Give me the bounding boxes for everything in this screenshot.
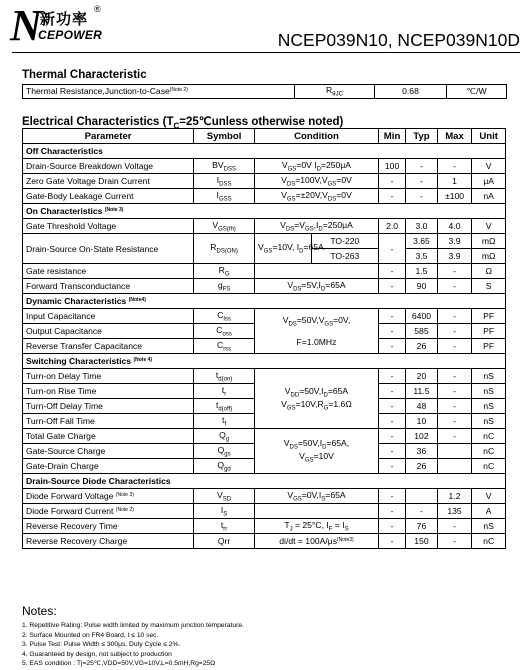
table-row xyxy=(23,504,506,519)
col-typ: Typ xyxy=(406,129,437,144)
electrical-table xyxy=(22,128,506,549)
param-cell: Gate resistance xyxy=(23,264,194,279)
max-cell: - xyxy=(437,429,472,444)
ncepower-logo xyxy=(10,1,126,50)
switching-section-label: Switching Characteristics $^{(Note 4)}$ xyxy=(23,354,506,369)
logo-english-text: CEPOWER xyxy=(38,28,103,42)
unit-cell: PF xyxy=(472,339,506,354)
max-cell: - xyxy=(437,399,472,414)
typ-cell: 20 xyxy=(406,369,437,384)
note-item: 1. Repetitive Rating: Pulse width limited by maximum junction temperature. xyxy=(22,622,244,629)
unit-cell: nS xyxy=(472,384,506,399)
param-cell: Zero Gate Voltage Drain Current xyxy=(23,174,194,189)
typ-cell xyxy=(406,489,437,504)
subheader-row xyxy=(23,474,506,489)
unit-cell: S xyxy=(472,279,506,294)
condition-cell: $V_{GS}=10V$, $I_D=65A$ xyxy=(255,234,312,264)
note-item: 2. Surface Mounted on FR4 Board, t ≤ 10 sec. xyxy=(22,631,159,639)
typ-cell: 90 xyxy=(406,279,437,294)
table-row xyxy=(23,174,506,189)
col-condition: Condition xyxy=(255,129,379,144)
unit-cell: nS xyxy=(472,519,506,534)
table-row xyxy=(23,534,506,549)
unit-cell: V xyxy=(472,489,506,504)
max-cell: - xyxy=(437,324,472,339)
thermal-row xyxy=(23,85,507,99)
part-number-title: NCEP039N10, NCEP039N10D xyxy=(277,30,520,50)
thermal-symbol: $R_{\theta JC}$ xyxy=(295,85,375,99)
max-cell xyxy=(437,444,472,459)
max-cell: 4.0 xyxy=(437,219,472,234)
condition-cell: $di/dt = 100A/\mu s^{(Note3)}$ xyxy=(255,534,379,549)
min-cell: - xyxy=(378,189,405,204)
min-cell: - xyxy=(378,384,405,399)
param-cell: Reverse Recovery Time xyxy=(23,519,194,534)
max-cell: - xyxy=(437,279,472,294)
symbol-cell: $I_{GSS}$ xyxy=(194,189,255,204)
min-cell: - xyxy=(378,324,405,339)
param-cell: Gate Threshold Voltage xyxy=(23,219,194,234)
condition-cell: $V_{DS}=5V,I_D=65A$ xyxy=(255,279,379,294)
electrical-section-title: Electrical Characteristics ($T_C=25℃unless$ otherwise noted) xyxy=(22,116,344,131)
symbol-cell: $C_{rss}$ xyxy=(194,339,255,354)
col-parameter: Parameter xyxy=(23,129,194,144)
typ-cell: 10 xyxy=(406,414,437,429)
param-cell: Turn-on Delay Time xyxy=(23,369,194,384)
col-min: Min xyxy=(378,129,405,144)
param-cell: Drain-Source On-State Resistance xyxy=(23,234,194,264)
condition-cell xyxy=(255,264,379,279)
min-cell: - xyxy=(378,534,405,549)
typ-cell: 150 xyxy=(406,534,437,549)
unit-cell: nC xyxy=(472,459,506,474)
typ-cell: 6400 xyxy=(406,309,437,324)
param-cell: Gate-Source Charge xyxy=(23,444,194,459)
package-cell: TO-220 xyxy=(311,234,378,249)
param-cell: Diode Forward Current $^{(Note 2)}$ xyxy=(23,504,194,519)
condition-cell: $V_{GS}=0V$ $I_D=250\mu A$ xyxy=(255,159,379,174)
param-cell: Turn-on Rise Time xyxy=(23,384,194,399)
thermal-section-title: Thermal Characteristic xyxy=(22,69,147,81)
unit-cell: Ω xyxy=(472,264,506,279)
param-cell: Total Gate Charge xyxy=(23,429,194,444)
condition-cell xyxy=(255,504,379,519)
table-row xyxy=(23,219,506,234)
symbol-cell: $V_{SD}$ xyxy=(194,489,255,504)
condition-cell: $V_{DS}=100V,V_{GS}=0V$ xyxy=(255,174,379,189)
col-max: Max xyxy=(437,129,472,144)
symbol-cell: $I_S$ xyxy=(194,504,255,519)
symbol-cell: $R_{DS(ON)}$ xyxy=(194,234,255,264)
unit-cell: PF xyxy=(472,324,506,339)
param-cell: Input Capacitance xyxy=(23,309,194,324)
param-cell: Turn-Off Fall Time xyxy=(23,414,194,429)
typ-cell: 585 xyxy=(406,324,437,339)
typ-cell: 11.5 xyxy=(406,384,437,399)
unit-cell: nC xyxy=(472,429,506,444)
min-cell: 2.0 xyxy=(378,219,405,234)
condition-cell: $V_{DS}=V_{GS},I_D=250\mu A$ xyxy=(255,219,379,234)
condition-cell: $V_{DS}=50V,V_{GS}=0V$, F=1.0MHz xyxy=(255,309,379,354)
param-cell: Gate-Body Leakage Current xyxy=(23,189,194,204)
symbol-cell: $g_{FS}$ xyxy=(194,279,255,294)
max-cell: 1.2 xyxy=(437,489,472,504)
symbol-cell: $C_{oss}$ xyxy=(194,324,255,339)
symbol-cell: $t_{d(on)}$ xyxy=(194,369,255,384)
unit-cell: nC xyxy=(472,444,506,459)
note-item: 4. Guaranteed by design, not subject to production xyxy=(22,650,172,658)
symbol-cell: $BV_{DSS}$ xyxy=(194,159,255,174)
condition-cell: $V_{DS}=50V,I_D=65A$, $V_{GS}=10V$ xyxy=(255,429,379,474)
typ-cell: 76 xyxy=(406,519,437,534)
subheader-row xyxy=(23,204,506,219)
param-cell: Reverse Transfer Capacitance xyxy=(23,339,194,354)
min-cell: - xyxy=(378,279,405,294)
typ-cell: 48 xyxy=(406,399,437,414)
max-cell: - xyxy=(437,534,472,549)
table-row xyxy=(23,489,506,504)
min-cell: - xyxy=(378,309,405,324)
min-cell: - xyxy=(378,429,405,444)
unit-cell: nA xyxy=(472,189,506,204)
symbol-cell: $I_{DSS}$ xyxy=(194,174,255,189)
symbol-cell: $t_{d(off)}$ xyxy=(194,399,255,414)
symbol-cell: $R_G$ xyxy=(194,264,255,279)
typ-cell: 36 xyxy=(406,444,437,459)
min-cell: 100 xyxy=(378,159,405,174)
page-header xyxy=(0,0,528,58)
typ-cell: 26 xyxy=(406,339,437,354)
min-cell: - xyxy=(378,414,405,429)
max-cell: - xyxy=(437,159,472,174)
min-cell: - xyxy=(378,369,405,384)
max-cell: - xyxy=(437,384,472,399)
typ-cell: - xyxy=(406,189,437,204)
unit-cell: nC xyxy=(472,534,506,549)
symbol-cell: $V_{GS(th)}$ xyxy=(194,219,255,234)
symbol-cell: $Q_{gd}$ xyxy=(194,459,255,474)
thermal-param: Thermal Resistance,Junction-to-Case$^{(Note 2)}$ xyxy=(23,85,295,99)
max-cell: 135 xyxy=(437,504,472,519)
note-item: 3. Pulse Test: Pulse Width ≤ 300μs, Duty Cycle ≤ 2%. xyxy=(22,641,181,648)
logo-chinese-text: 新功率 xyxy=(40,11,89,28)
notes-title: Notes: xyxy=(22,604,57,618)
unit-cell: mΩ xyxy=(472,249,506,264)
dynamic-section-label: Dynamic Characteristics $^{(Note4)}$ xyxy=(23,294,506,309)
header-row xyxy=(23,129,506,144)
symbol-cell: $t_{rr}$ xyxy=(194,519,255,534)
min-cell: - xyxy=(378,444,405,459)
param-cell: Gate-Drain Charge xyxy=(23,459,194,474)
unit-cell: nS xyxy=(472,399,506,414)
table-row xyxy=(23,519,506,534)
param-cell: Reverse Recovery Charge xyxy=(23,534,194,549)
unit-cell: PF xyxy=(472,309,506,324)
thermal-table xyxy=(22,84,507,99)
thermal-unit: ℃/W xyxy=(447,85,507,99)
table-row xyxy=(23,279,506,294)
table-row xyxy=(23,159,506,174)
param-cell: Diode Forward Voltage $^{(Note 3)}$ xyxy=(23,489,194,504)
table-row xyxy=(23,309,506,324)
param-cell: Output Capacitance xyxy=(23,324,194,339)
symbol-cell: Qrr xyxy=(194,534,255,549)
min-cell: - xyxy=(378,234,405,264)
symbol-cell: $Q_{gs}$ xyxy=(194,444,255,459)
condition-cell: $V_{GS}=0V,I_S=65A$ xyxy=(255,489,379,504)
min-cell: - xyxy=(378,264,405,279)
subheader-row xyxy=(23,354,506,369)
typ-cell: - xyxy=(406,504,437,519)
symbol-cell: $Q_g$ xyxy=(194,429,255,444)
max-cell: ±100 xyxy=(437,189,472,204)
note-item: 5. EAS condition : Tj=25℃,VDD=50V,VG=10V,L=0.5mH,Rg=25Ω xyxy=(22,660,216,667)
table-row xyxy=(23,429,506,444)
on-section-label: On Characteristics $^{(Note 3)}$ xyxy=(23,204,506,219)
min-cell: - xyxy=(378,399,405,414)
param-cell: Turn-Off Delay Time xyxy=(23,399,194,414)
typ-cell: 1.5 xyxy=(406,264,437,279)
min-cell: - xyxy=(378,174,405,189)
min-cell: - xyxy=(378,459,405,474)
max-cell: - xyxy=(437,264,472,279)
min-cell: - xyxy=(378,339,405,354)
condition-cell: $T_J = 25^\circ C$, $I_F = I_S$ xyxy=(255,519,379,534)
typ-cell: 3.65 xyxy=(406,234,437,249)
unit-cell: nS xyxy=(472,369,506,384)
max-cell: - xyxy=(437,519,472,534)
thermal-value: 0.68 xyxy=(375,85,447,99)
col-symbol: Symbol xyxy=(194,129,255,144)
typ-cell: - xyxy=(406,159,437,174)
condition-cell: $V_{GS}=\pm 20V,V_{DS}=0V$ xyxy=(255,189,379,204)
off-section-label: Off Characteristics xyxy=(23,144,506,159)
typ-cell: 26 xyxy=(406,459,437,474)
unit-cell: A xyxy=(472,504,506,519)
max-cell: 3.9 xyxy=(437,249,472,264)
unit-cell: nS xyxy=(472,414,506,429)
unit-cell: V xyxy=(472,159,506,174)
symbol-cell: $t_f$ xyxy=(194,414,255,429)
typ-cell: 102 xyxy=(406,429,437,444)
logo-letter: N xyxy=(10,1,42,50)
param-cell: Forward Transconductance xyxy=(23,279,194,294)
typ-cell: 3.0 xyxy=(406,219,437,234)
min-cell: - xyxy=(378,489,405,504)
table-row xyxy=(23,189,506,204)
symbol-cell: $C_{lss}$ xyxy=(194,309,255,324)
table-row xyxy=(23,264,506,279)
max-cell: - xyxy=(437,369,472,384)
table-row xyxy=(23,234,506,249)
symbol-cell: $t_r$ xyxy=(194,384,255,399)
param-cell: Drain-Source Breakdown Voltage xyxy=(23,159,194,174)
table-row xyxy=(23,369,506,384)
diode-section-label: Drain-Source Diode Characteristics xyxy=(23,474,506,489)
max-cell: 3.9 xyxy=(437,234,472,249)
subheader-row xyxy=(23,144,506,159)
unit-cell: mΩ xyxy=(472,234,506,249)
package-cell: TO-263 xyxy=(311,249,378,264)
typ-cell: 3.5 xyxy=(406,249,437,264)
unit-cell: μA xyxy=(472,174,506,189)
col-unit: Unit xyxy=(472,129,506,144)
unit-cell: V xyxy=(472,219,506,234)
max-cell: 1 xyxy=(437,174,472,189)
notes-section xyxy=(22,604,244,669)
typ-cell: - xyxy=(406,174,437,189)
subheader-row xyxy=(23,294,506,309)
max-cell: - xyxy=(437,339,472,354)
min-cell: - xyxy=(378,519,405,534)
header-divider xyxy=(12,52,520,53)
max-cell: - xyxy=(437,414,472,429)
min-cell: - xyxy=(378,504,405,519)
max-cell: - xyxy=(437,309,472,324)
condition-cell: $V_{DD}=50V,I_D=65A$ $V_{GS}=10V,R_G=1.6\Omega$ xyxy=(255,369,379,429)
registered-mark: ® xyxy=(94,4,101,14)
max-cell xyxy=(437,459,472,474)
